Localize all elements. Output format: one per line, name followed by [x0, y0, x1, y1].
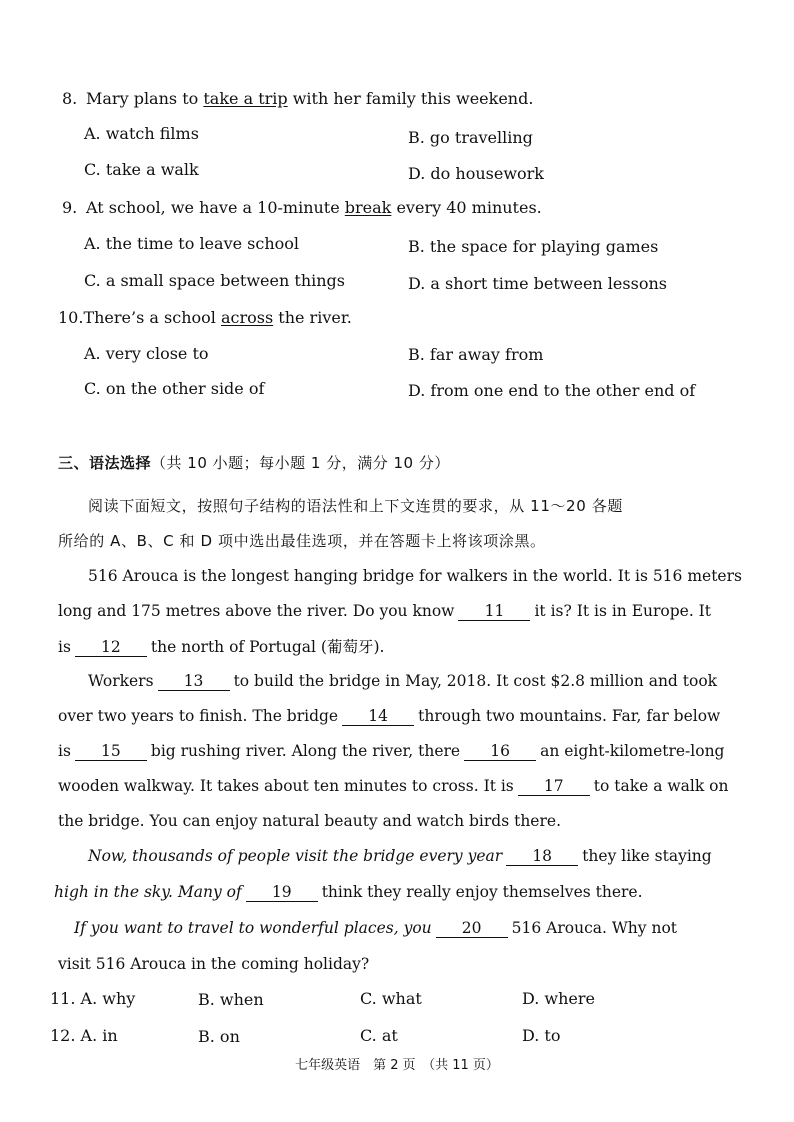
option-10c: C. on the other side of [84, 379, 265, 398]
option-12b: B. on [198, 1027, 240, 1046]
option-12a: 12. A. in [50, 1026, 118, 1045]
question-number: 10. [58, 308, 84, 327]
question-number: 8. [62, 89, 78, 108]
blank-13: 13 [158, 673, 230, 691]
option-9a: A. the time to leave school [84, 234, 300, 253]
blank-14: 14 [342, 708, 414, 726]
underlined-phrase: take a trip [203, 89, 288, 108]
option-10d: D. from one end to the other end of [408, 381, 696, 400]
option-8b: B. go travelling [408, 128, 533, 147]
question-10: 10.There’s a school across the river. [58, 308, 352, 327]
page-footer: 七年级英语 第 2 页 （共 11 页） [295, 1058, 499, 1073]
option-9b: B. the space for playing games [408, 237, 659, 256]
blank-18: 18 [506, 848, 578, 866]
blank-20: 20 [436, 920, 508, 938]
passage-line-11: If you want to travel to wonderful places, you 20 516 Arouca. Why not [74, 919, 678, 937]
option-9d: D. a short time between lessons [408, 274, 667, 293]
option-12c: C. at [360, 1026, 398, 1045]
passage-line-5: over two years to finish. The bridge 14 through two mountains. Far, far below [58, 707, 721, 725]
blank-11: 11 [458, 603, 530, 621]
section-instruction-line1: 阅读下面短文，按照句子结构的语法性和上下文连贯的要求，从 11～20 各题 [88, 497, 623, 515]
option-11b: B. when [198, 990, 264, 1009]
option-11a: 11. A. why [50, 989, 136, 1008]
passage-line-10: high in the sky. Many of 19 think they really enjoy themselves there. [54, 883, 643, 901]
blank-15: 15 [75, 743, 147, 761]
passage-line-9: Now, thousands of people visit the bridge every year 18 they like staying [88, 847, 712, 865]
question-9: 9. At school, we have a 10-minute break every 40 minutes. [62, 198, 542, 217]
passage-line-3: is 12 the north of Portugal (葡萄牙). [58, 638, 385, 656]
blank-17: 17 [518, 778, 590, 796]
passage-line-4: Workers 13 to build the bridge in May, 2018. It cost $2.8 million and took [88, 672, 718, 690]
option-10a: A. very close to [84, 344, 209, 363]
passage-line-8: the bridge. You can enjoy natural beauty and watch birds there. [58, 812, 561, 830]
passage-line-12: visit 516 Arouca in the coming holiday? [58, 955, 370, 973]
section-instruction-line2: 所给的 A、B、C 和 D 项中选出最佳选项，并在答题卡上将该项涂黑。 [58, 532, 546, 550]
section-subtitle: （共 10 小题；每小题 1 分，满分 10 分） [151, 454, 450, 472]
passage-line-1: 516 Arouca is the longest hanging bridge for walkers in the world. It is 516 meters [88, 567, 742, 585]
option-8c: C. take a walk [84, 160, 199, 179]
option-9c: C. a small space between things [84, 271, 345, 290]
section-title: 三、语法选择（共 10 小题；每小题 1 分，满分 10 分） [58, 454, 450, 472]
blank-19: 19 [246, 884, 318, 902]
option-10b: B. far away from [408, 345, 544, 364]
option-11c: C. what [360, 989, 422, 1008]
option-11d: D. where [522, 989, 596, 1008]
option-8a: A. watch films [84, 124, 199, 143]
blank-16: 16 [464, 743, 536, 761]
passage-line-6: is 15 big rushing river. Along the river, there 16 an eight-kilometre-long [58, 742, 725, 760]
blank-12: 12 [75, 639, 147, 657]
option-12d: D. to [522, 1026, 561, 1045]
passage-line-2: long and 175 metres above the river. Do you know 11 it is? It is in Europe. It [58, 602, 712, 620]
underlined-word: across [220, 308, 274, 327]
option-8d: D. do housework [408, 164, 544, 183]
question-8: 8. Mary plans to take a trip with her family this weekend. [62, 89, 534, 108]
question-number: 9. [62, 198, 78, 217]
passage-line-7: wooden walkway. It takes about ten minutes to cross. It is 17 to take a walk on [58, 777, 729, 795]
underlined-word: break [344, 198, 392, 217]
